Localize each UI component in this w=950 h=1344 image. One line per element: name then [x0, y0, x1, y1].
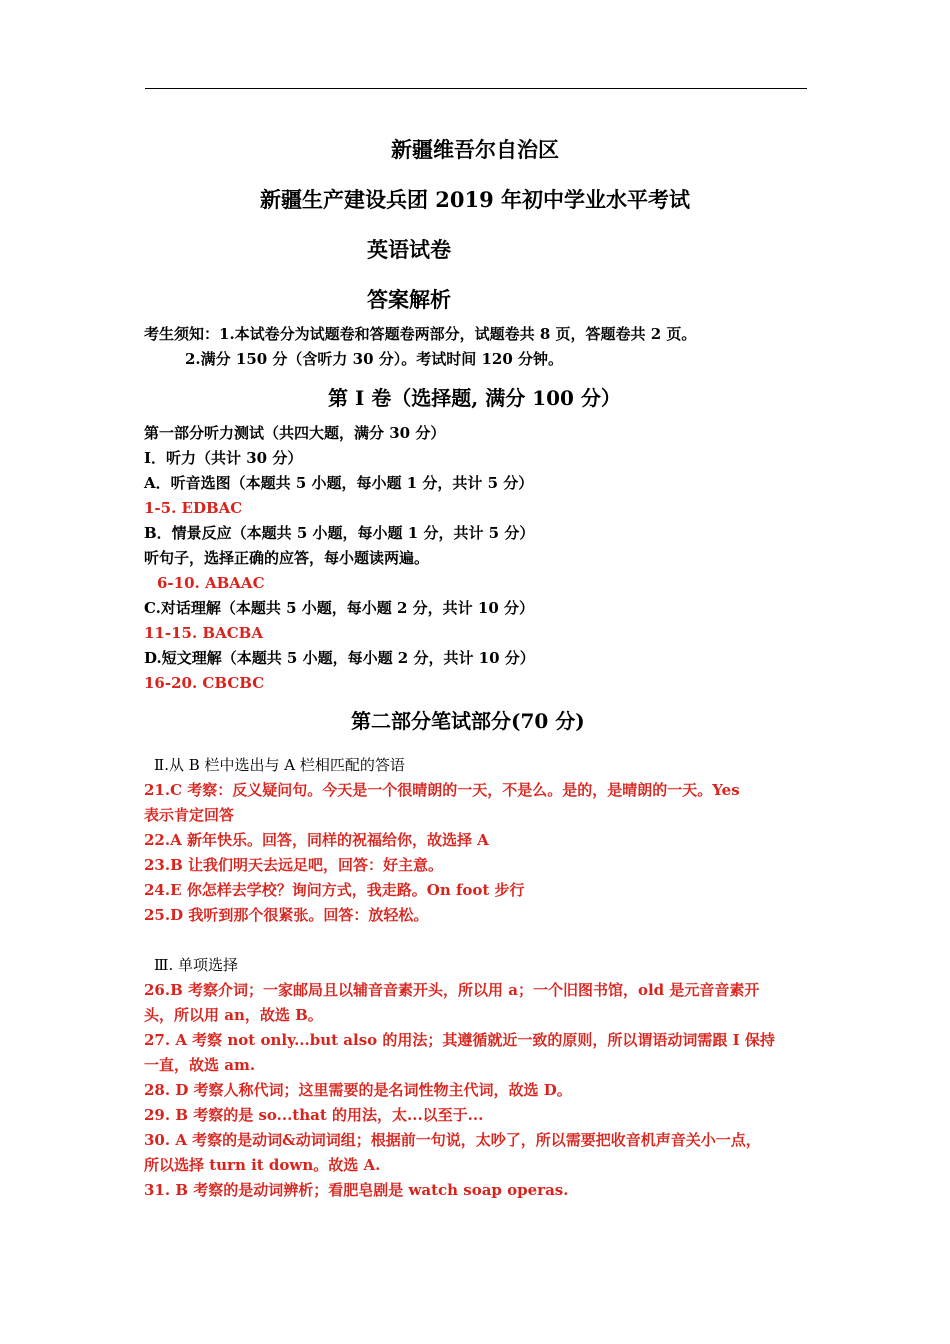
title-exam: 新疆生产建设兵团 2019 年初中学业水平考试: [259, 187, 691, 212]
section1-title: I．听力（共计 30 分）: [144, 449, 303, 467]
notice-line-1: 考生须知：1.本试卷分为试题卷和答题卷两部分，试题卷共 8 页，答题卷共 2 页。: [144, 325, 697, 343]
answer-line: 26.B 考察介词；一家邮局且以辅音音素开头，所以用 a；一个旧图书馆，old 是元音音素开: [144, 981, 760, 999]
answer-line: 所以选择 turn it down。故选 A.: [144, 1156, 381, 1174]
answer-line: 31. B 考察的是动词辨析；看肥皂剧是 watch soap operas.: [144, 1181, 569, 1199]
answer-line: 30. A 考察的是动词&动词词组；根据前一句说，太吵了，所以需要把收音机声音关小一点，: [144, 1131, 761, 1149]
section-d-answer: 16-20. CBCBC: [144, 674, 265, 692]
section-c-title: C.对话理解（本题共 5 小题，每小题 2 分，共计 10 分）: [144, 599, 534, 617]
answer-line: 一直，故选 am.: [144, 1056, 256, 1074]
title-subject: 英语试卷: [367, 237, 451, 262]
volume1-heading: 第 I 卷（选择题, 满分 100 分）: [328, 386, 621, 410]
section-c-answer: 11-15. BACBA: [144, 624, 263, 642]
title-region: 新疆维吾尔自治区: [391, 137, 559, 162]
part2-heading: 第二部分笔试部分(70 分): [351, 709, 585, 733]
notice-line-2: 2.满分 150 分（含听力 30 分）。考试时间 120 分钟。: [185, 350, 563, 368]
title-answer-analysis: 答案解析: [367, 287, 451, 312]
section-a-title: A．听音选图（本题共 5 小题，每小题 1 分，共计 5 分）: [144, 474, 534, 492]
answer-line: 23.B 让我们明天去远足吧，回答：好主意。: [144, 856, 443, 874]
section3-title: Ⅲ. 单项选择: [154, 956, 239, 974]
answer-line: 27. A 考察 not only...but also 的用法；其遵循就近一致的原则，所以谓语动词需跟 I 保持: [144, 1031, 775, 1049]
answer-line: 21.C 考察：反义疑问句。今天是一个很晴朗的一天，不是么。是的，是晴朗的一天。Yes: [144, 781, 740, 799]
answer-line: 22.A 新年快乐。回答，同样的祝福给你，故选择 A: [144, 831, 489, 849]
section-b-instruction: 听句子，选择正确的应答，每小题读两遍。: [144, 549, 430, 567]
section-a-answer: 1-5. EDBAC: [144, 499, 243, 517]
section-b-answer: 6-10. ABAAC: [157, 574, 265, 592]
answer-line: 表示肯定回答: [144, 806, 235, 824]
answer-line: 24.E 你怎样去学校？询问方式，我走路。On foot 步行: [144, 881, 525, 899]
top-rule: [145, 88, 807, 89]
answer-line: 28. D 考察人称代词；这里需要的是名词性物主代词，故选 D。: [144, 1081, 572, 1099]
section2-title: Ⅱ.从 B 栏中选出与 A 栏相匹配的答语: [154, 756, 405, 774]
section-d-title: D.短文理解（本题共 5 小题，每小题 2 分，共计 10 分）: [144, 649, 535, 667]
section-b-title: B．情景反应（本题共 5 小题，每小题 1 分，共计 5 分）: [144, 524, 535, 542]
answer-line: 头，所以用 an，故选 B。: [144, 1006, 323, 1024]
answer-line: 25.D 我听到那个很紧张。回答：放轻松。: [144, 906, 429, 924]
part1-title: 第一部分听力测试（共四大题，满分 30 分）: [144, 424, 446, 442]
answer-line: 29. B 考察的是 so...that 的用法，太...以至于...: [144, 1106, 484, 1124]
